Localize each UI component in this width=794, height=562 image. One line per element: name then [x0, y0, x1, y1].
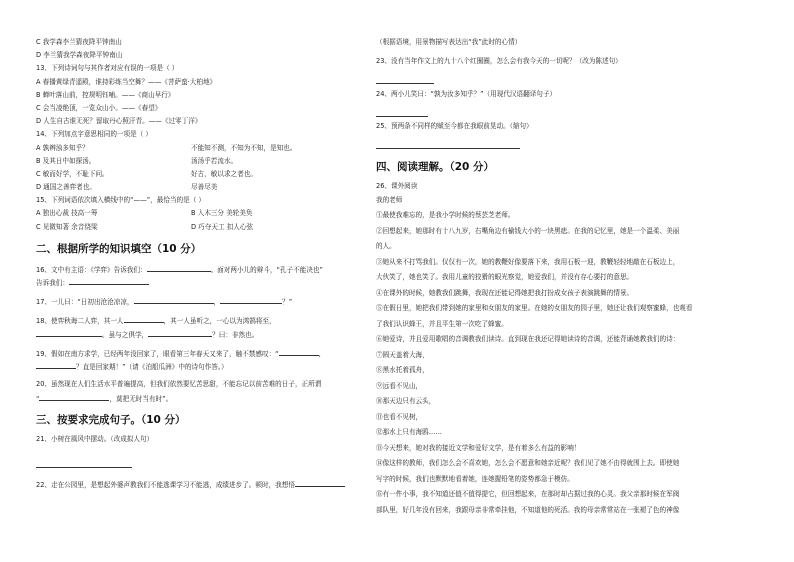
article-line: ⑧黑水托着孤舟，: [376, 366, 429, 374]
question-14-option-c: [36, 170, 362, 183]
article-line: ③她从来不打骂我们。仅仅有一次，她的教鞭好像要落下来，我用石板一迎，教鞭轻轻地敲在石板边上，: [376, 257, 680, 266]
article-line: 了我们认识蜂王，并且平生第一次吃了蜂蜜。: [376, 319, 508, 328]
option-text: 尽善尽美: [191, 183, 218, 192]
article-line: 部队里，好几年没有回来，我跟母亲非常牵挂他，不知道他的死活。我的母亲常常站在一张褪了色的神像: [376, 505, 680, 514]
option-text: A 独出心裁 技高一筹: [36, 209, 98, 218]
question-text: ，: [213, 298, 221, 307]
question-13-option-d: D 人生自古谁无死？留取丹心照汗青。——《过零丁洋》: [36, 117, 202, 126]
question-14-option-b: [36, 157, 362, 170]
answer-blank[interactable]: [134, 296, 214, 304]
answer-blank[interactable]: [376, 141, 520, 149]
option-text: 不能知不测，不知为不知，是知也。: [191, 143, 297, 152]
answer-blank[interactable]: [148, 329, 212, 337]
option-text: C 见微知著 余音绕梁: [36, 222, 98, 231]
question-text: ，莫把无时当有时”。: [109, 395, 173, 404]
question-24: 24、两小儿笑曰：“孰为汝多知乎？”（用现代汉语翻译句子）: [376, 89, 557, 98]
article-line: ⑬今天想来，她对我的接近文学和爱好文学，是有着多么有益的影响！: [376, 443, 581, 452]
option-text: B 及其日中如探汤。: [36, 156, 96, 165]
question-text: 18、使弈秋诲二人弈，其一人: [36, 317, 124, 326]
question-25-answer-line: [376, 141, 760, 154]
question-text: “: [36, 395, 40, 404]
question-14-stem: 14、下列加点字意思相同的一项是（ ）: [36, 130, 152, 139]
answer-blank[interactable]: [69, 277, 149, 285]
question-18: [36, 315, 362, 328]
question-text: 。虽与之俱学，: [102, 330, 149, 339]
article-title: 我的老师: [376, 195, 403, 204]
article-line: ⑤在假日里，她把我们带到她的家里和女朋友的家里。在她的女朋友的园子里，她还让我们观察蜜蜂，也观看: [376, 304, 693, 312]
question-text: ？”: [282, 298, 293, 307]
answer-blank[interactable]: [36, 361, 76, 369]
answer-blank[interactable]: [220, 296, 282, 304]
article-line: ⑥她爱诗，并且爱用歌唱的音调教我们读诗。直到现在我还记得她读诗的音调，还能背诵她教我们的诗：: [376, 335, 680, 343]
answer-blank[interactable]: [147, 264, 211, 272]
section-4-title: 四、阅读理解。（20 分）: [376, 161, 495, 174]
article-line: 写字的时候，我们也默默地看着她，连她握铅笔的姿势都急于模仿。: [376, 474, 574, 483]
left-column: [36, 38, 362, 492]
question-16-cont: [36, 277, 362, 290]
article-line: ①最使我难忘的，是我小学时候的蔡芸芝老师。: [376, 211, 515, 219]
question-21-answer-line: [36, 460, 362, 473]
question-19-cont: [36, 361, 362, 374]
answer-blank[interactable]: [124, 315, 164, 323]
section-3-title: 三、按要求完成句子。（10 分）: [36, 413, 186, 426]
option-text: B 入木三分 美轮美奂: [191, 209, 253, 218]
article-line: 大伙笑了，她也笑了。我用儿童的狡猾的眼光察觉，她爱我们，并没有存心要打的意思。: [376, 273, 634, 281]
answer-blank[interactable]: [36, 329, 102, 337]
article-line: ④在课外的时候，她教我们跳舞，我现在还能记得她把我打扮成女孩子表演跳舞的情景。: [376, 288, 634, 297]
question-20: [36, 380, 362, 393]
option-text: D 通国之善弈者也。: [36, 183, 96, 192]
right-column: [376, 38, 760, 521]
question-20-cont: [36, 393, 362, 406]
answer-blank[interactable]: [36, 460, 132, 468]
question-24-answer-line: [376, 109, 760, 122]
answer-blank[interactable]: [39, 393, 109, 401]
question-22-note: （根据语境，用景物描写表达出“我”此时的心情）: [376, 38, 522, 46]
question-text: 17、一儿曰：“日初出沧沧凉凉，: [36, 298, 134, 307]
article-line: 的人。: [376, 242, 396, 250]
question-text: ？直是回家期！”（请《泊船瓜洲》中的诗句作答。）: [76, 362, 228, 371]
question-15-stem: 15、下列词语依次填入横线中的“——”，最恰当的是（ ）: [36, 196, 205, 205]
question-text: 告诉我们：: [36, 279, 69, 287]
question-15-options-ab: [36, 209, 362, 222]
answer-blank[interactable]: [376, 109, 428, 117]
question-21: 21、小树在風风中摆动。（改成拟人句）: [36, 434, 154, 443]
option-text: A 孰辨浊多知乎？: [36, 143, 89, 152]
answer-blank[interactable]: [376, 76, 434, 84]
article-line: ②回想起来，她那时有十八九岁，右嘴角边有榆钱大小的一块黑痣。在我的记忆里，她是一个温柔、美丽: [376, 226, 680, 235]
question-13-option-b: B 蝉叶落山前，控规明钰哺。——《商山早行》: [36, 90, 175, 99]
question-13-stem: 13、下列诗词句与其作者对应有误的一项是（ ）: [36, 64, 179, 73]
question-22: [36, 479, 362, 492]
question-text: 。面对两小儿的辩斗，“孔子不能决也”: [210, 265, 323, 274]
option-text: 好古，敏以求之者也。: [191, 169, 257, 178]
article-line: ⑮有一件小事，我不知道还值不值得提它，但回想起来，在那时却占据过我的心灵。我父亲那时候在军阀: [376, 490, 680, 498]
question-text: 20、虽然现在人们生活水平普遍提高，但我们依然要忆苦思甜，不能忘记以前苦难的日子，正所谓: [36, 380, 322, 389]
option-text: D 巧夺天工 扣人心弦: [191, 222, 254, 231]
article-line: ⑫那水上只有海鸥……: [376, 428, 442, 436]
question-25: 25、预两条不同样的赋至今都在我眼前晃动。（缩句）: [376, 121, 533, 130]
article-line: ⑦圆天盖着大海，: [376, 350, 429, 359]
question-16: [36, 264, 362, 277]
question-text: 19、假如在南方求学，已经两年没回家了，眼看第三年春天又来了，触不禁感叹：“: [36, 349, 279, 358]
option-text: 汤汤乎若流水。: [191, 156, 238, 165]
question-15-options-cd: [36, 223, 362, 236]
article-line: ⑪也看不见树，: [376, 412, 423, 421]
option-line: D 李兰猜我学森夜降平钟南山: [36, 51, 123, 60]
article-line: ⑭像这样的教师，我们怎么会不喜欢她，怎么会不愿意和她亲近呢？我们见了她不由得就围上去。即使她: [376, 459, 680, 467]
question-text: 16、文中有主语：《学弈》告诉我们：: [36, 265, 147, 274]
question-text: 22、走在公园里，是想起外婆声教我们不能逃课学习不能逃，成绩进步了。顿时，我想悟: [36, 480, 295, 489]
reading-passage: [376, 196, 760, 522]
section-2-title: 二、根据所学的知识填空（10 分）: [36, 242, 202, 255]
question-19: [36, 348, 362, 361]
question-text: ，: [318, 349, 326, 358]
option-text: C 敏而好学，不耻下问。: [36, 169, 109, 178]
question-26-label: 26、课外阅读: [376, 182, 418, 191]
question-23-answer-line: [376, 76, 760, 89]
question-13-option-a: A 春播黄绿青遥殿，谁持彩练当空舞？——《菩萨蛮·大柏地》: [36, 77, 217, 86]
article-line: ⑨远看不见山，: [376, 381, 423, 390]
question-text: ？曰：非然也。: [212, 330, 259, 339]
question-23: 23、没有当年作文上的九十八个红圈圈，怎么会有我今天的一切呢？（改为陈述句）: [376, 57, 622, 66]
question-14-option-d: [36, 183, 362, 196]
question-18-cont: [36, 329, 362, 342]
answer-blank[interactable]: [279, 348, 319, 356]
option-line: C 我学森李兰猜夜降平钟南山: [36, 38, 122, 46]
article-line: ⑩那天边只有云头，: [376, 397, 436, 405]
question-text: ，其一人虽听之，一心以为鸿鹄将至，: [163, 317, 276, 326]
answer-blank[interactable]: [295, 479, 345, 487]
question-17: [36, 296, 362, 309]
question-13-option-c: C 会当凌绝顶，一览众山小。——《春望》: [36, 103, 162, 112]
question-14-option-a: [36, 144, 362, 157]
